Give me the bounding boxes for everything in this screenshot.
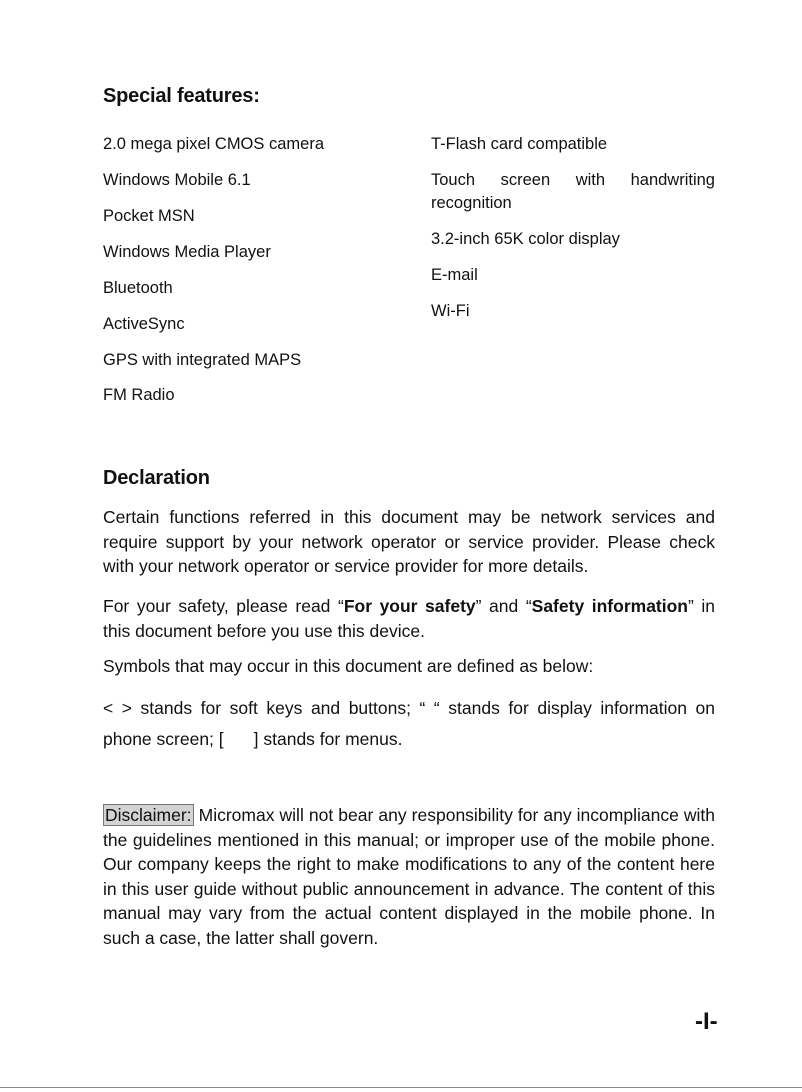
bottom-rule (0, 1087, 802, 1088)
disclaimer-paragraph (103, 803, 715, 950)
declaration-heading: Declaration (103, 467, 210, 489)
safety-text: ” and “ (475, 596, 532, 616)
feature-item: Touch screen with handwriting recognition (431, 171, 715, 212)
feature-item: Bluetooth (103, 279, 173, 297)
safety-info-text: Safety information (531, 596, 688, 616)
feature-item: 3.2-inch 65K color display (431, 230, 620, 248)
symbols-definition (103, 693, 715, 755)
feature-item: Wi-Fi (431, 302, 470, 320)
feature-item: T-Flash card compatible (431, 135, 608, 153)
safety-paragraph (103, 594, 715, 643)
feature-item: FM Radio (103, 386, 175, 404)
feature-item: ActiveSync (103, 315, 185, 333)
feature-item: Windows Mobile 6.1 (103, 171, 251, 189)
feature-item: Pocket MSN (103, 207, 195, 225)
feature-item: GPS with integrated MAPS (103, 351, 302, 369)
disclaimer-label: Disclaimer: (105, 805, 192, 825)
symbols-text: < > stands for soft keys and buttons; “ “ stands for display information on phone screen; [ (103, 698, 715, 749)
disclaimer-text: Micromax will not bear any responsibility for any incompliance with the guidelines mentioned in this manual; or improper use of the mobile phone. Our company keeps the right to make modifications to any of the content here in this user guide without public announcement in advance. The content of this manual may vary from the actual content displayed in the mobile phone. In such a case, the latter shall govern. (103, 805, 715, 948)
safety-text: For your safety, please read “ (103, 596, 344, 616)
page-number: -I- (695, 1008, 718, 1035)
symbols-paragraph: Symbols that may occur in this document are defined as below: (103, 656, 594, 676)
feature-item: 2.0 mega pixel CMOS camera (103, 135, 325, 153)
safety-link-text: For your safety (343, 596, 476, 616)
symbols-text: ] stands for menus. (253, 729, 403, 749)
declaration-paragraph: Certain functions referred in this document may be network services and require support by your network operator or service provider. Please check with your network operator or service provider for more details. (103, 507, 715, 576)
safety-text: ” in this document before you use this device. (103, 596, 716, 641)
feature-item: Windows Media Player (103, 243, 271, 261)
feature-item: E-mail (431, 266, 478, 284)
special-features-heading: Special features: (103, 85, 260, 107)
